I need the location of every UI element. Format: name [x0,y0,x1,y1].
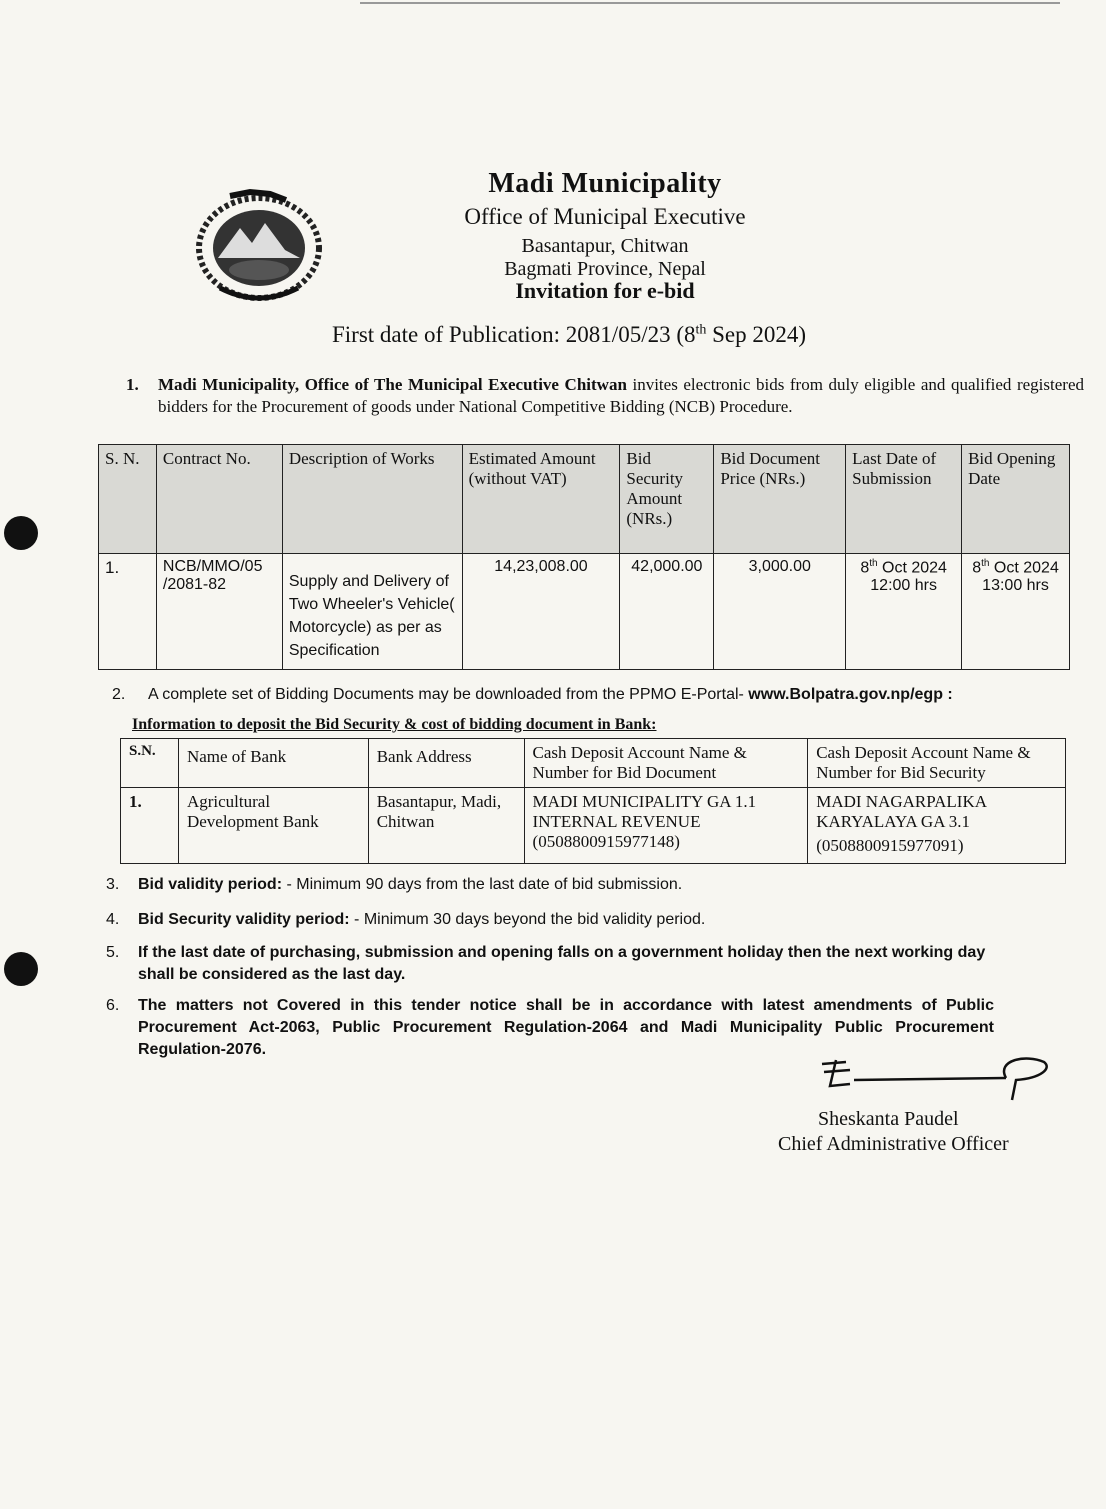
header-document-price: Bid Document Price (NRs.) [714,445,846,554]
opening-rest: Oct 2024 [989,559,1059,577]
bank-table [120,738,1066,864]
top-scan-line [360,2,1060,4]
header-opening-date: Bid Opening Date [962,445,1070,554]
row-description: Supply and Delivery of Two Wheeler's Vehicle( Motorcycle) as per as Specification [282,554,462,670]
address-line-2: Bagmati Province, Nepal [504,258,706,280]
item-1-text: invites electronic bids from duly eligible and qualified registered bidders for the Procurement of goods under National Competitive Bidding (NCB) Procedure. [158,375,1084,416]
bank-header-sn: S.N. [121,739,179,788]
signatory-name: Sheskanta Paudel [818,1108,959,1130]
item-1-num: 1. [126,375,139,394]
row-bid-security: 42,000.00 [620,554,714,670]
bid-table-row [99,554,1070,670]
last-date-sup: th [869,558,878,569]
row-contract-no: NCB/MMO/05 /2081-82 [156,554,282,670]
item-2-text: A complete set of Bidding Documents may be downloaded from the PPMO E-Portal- [148,686,749,703]
header-estimated-amount: Estimated Amount (without VAT) [462,445,620,554]
bank-row-sn: 1. [121,788,179,864]
item-4-bold: Bid Security validity period: [138,911,350,928]
bank-header-name: Name of Bank [178,739,368,788]
publication-text: First date of Publication: 2081/05/23 (8 [332,322,696,347]
publication-date [332,322,806,348]
item-2-num: 2. [112,686,126,703]
doc-account-name: MADI MUNICIPALITY GA 1.1 INTERNAL REVENUE [532,792,757,831]
bank-row-doc-account [524,788,808,864]
item-2 [112,686,1072,704]
item-5-bold: If the last date of purchasing, submission and opening falls on a government holiday then the next working day shall be considered as the last day. [138,944,986,983]
item-2-url: www.Bolpatra.gov.np/egp : [748,686,953,703]
punch-hole-top [4,516,38,550]
bank-header-address: Bank Address [368,739,524,788]
org-name: Madi Municipality [488,168,722,199]
last-time: 12:00 hrs [870,577,937,595]
doc-account-no: (0508800915977148) [532,832,680,851]
punch-hole-bottom [4,952,38,986]
last-date-rest: Oct 2024 [877,559,947,577]
item-4-text: - Minimum 30 days beyond the bid validity period. [349,911,706,928]
row-opening-date [962,554,1070,670]
bank-table-header-row [121,739,1066,788]
signatory-title: Chief Administrative Officer [778,1133,1009,1155]
item-3-bold: Bid validity period: [138,876,283,893]
header-last-date: Last Date of Submission [846,445,962,554]
item-6-bold: The matters not Covered in this tender notice shall be in accordance with latest amendments of Public Procurement Act-2063, Public Procurement Regulation-2064 and Madi Municipality Public Procurement Regulation-2076. [138,997,994,1058]
row-estimated-amount: 14,23,008.00 [462,554,620,670]
opening-day: 8 [972,559,982,577]
opening-time: 13:00 hrs [982,577,1049,595]
signature-mark [816,1050,1052,1110]
notice-title: Invitation for e-bid [515,278,695,303]
bank-header-sec-account: Cash Deposit Account Name & Number for Bid Security [808,739,1066,788]
header-description: Description of Works [282,445,462,554]
address-line-1: Basantapur, Chitwan [521,235,689,257]
row-document-price: 3,000.00 [714,554,846,670]
item-5-num: 5. [106,944,120,961]
bank-row-address: Basantapur, Madi, Chitwan [368,788,524,864]
opening-sup: th [981,558,990,569]
sec-account-name: MADI NAGARPALIKA KARYALAYA GA 3.1 [816,792,987,831]
publication-end: Sep 2024) [706,322,807,347]
header-sn: S. N. [99,445,157,554]
row-sn: 1. [99,554,157,670]
bid-table-header-row [99,445,1070,554]
bid-table [98,444,1070,670]
item-3-text: - Minimum 90 days from the last date of bid submission. [282,876,683,893]
item-1-bold: Madi Municipality, Office of The Municipal Executive Chitwan [158,375,627,394]
bank-info-heading: Information to deposit the Bid Security & cost of bidding document in Bank: [132,716,657,733]
bank-row-sec-account [808,788,1066,864]
office-name: Office of Municipal Executive [464,204,746,229]
sec-account-no: (0508800915977091) [816,836,964,855]
bank-table-row [121,788,1066,864]
publication-sup: th [695,322,707,338]
item-6-num: 6. [106,997,120,1014]
row-last-date [846,554,962,670]
bank-row-name: Agricultural Development Bank [178,788,368,864]
header-contract-no: Contract No. [156,445,282,554]
last-date-day: 8 [860,559,870,577]
item-3-num: 3. [106,876,120,893]
header-bid-security: Bid Security Amount (NRs.) [620,445,714,554]
bank-header-doc-account: Cash Deposit Account Name & Number for Bid Document [524,739,808,788]
item-4-num: 4. [106,911,120,928]
